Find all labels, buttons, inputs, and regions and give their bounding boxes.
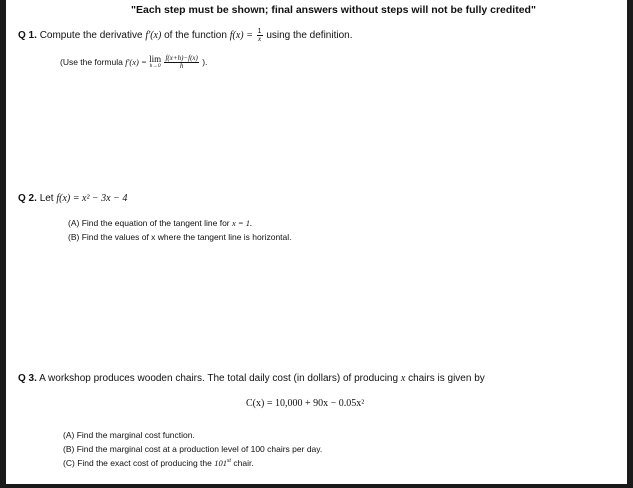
difference-quotient: $\frac{f(x+h)-f(x)}{h}$ — [165, 54, 198, 70]
question-3: Q 3. A workshop produces wooden chairs. The total daily cost (in dollars) of producing x chairs is given by — [18, 373, 485, 384]
question-1-fraction: $\frac{1}{x}$ — [257, 28, 262, 43]
instructions-header: "Each step must be shown; final answers without steps will not be fully credited" — [131, 4, 536, 16]
question-1-hint: (Use the formula f'(x) = lim h→0 $\frac{f(x+h)-f(x)}{h}$ ). — [60, 54, 208, 70]
question-2-function: f(x) = x² − 3x − 4 — [56, 193, 128, 204]
cost-function-formula: C(x) = 10,000 + 90x − 0.05x² — [246, 398, 365, 409]
question-1 — [18, 28, 352, 43]
question-3-part-a: (A) Find the marginal cost function. — [63, 430, 195, 440]
question-1-function: f(x) = — [229, 30, 253, 42]
limit-operator: lim h→0 — [149, 54, 162, 70]
question-2-part-b: (B) Find the values of x where the tangent line is horizontal. — [68, 232, 292, 242]
question-1-text-a: Compute the derivative — [39, 30, 143, 42]
question-2-number: Q 2. — [18, 193, 37, 204]
question-2-part-a: (A) Find the equation of the tangent line for x = 1. — [68, 218, 253, 228]
question-3-part-b: (B) Find the marginal cost at a production level of 100 chairs per day. — [63, 444, 323, 454]
document-page — [6, 0, 627, 484]
question-1-text-c: using the definition. — [266, 30, 353, 42]
question-1-derivative: f'(x) — [145, 30, 162, 42]
question-1-number: Q 1. — [18, 30, 37, 42]
question-1-text-b: of the function — [164, 30, 227, 42]
question-2: Q 2. Let f(x) = x² − 3x − 4 — [18, 193, 128, 204]
question-3-part-c: (C) Find the exact cost of producing the 101st chair. — [63, 458, 254, 468]
question-3-number: Q 3. — [18, 373, 37, 384]
